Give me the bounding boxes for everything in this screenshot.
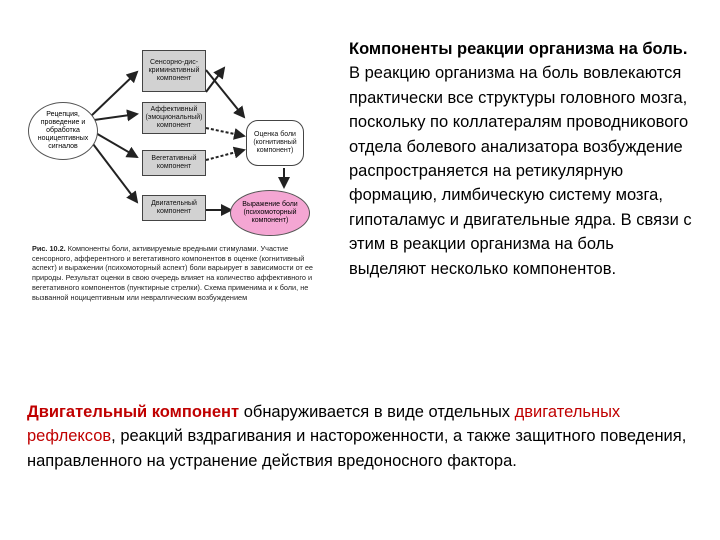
box-affective: Аффективный (эмоциональный) компонент bbox=[142, 102, 206, 134]
box-evaluation: Оценка боли (когнитивный компонент) bbox=[246, 120, 304, 166]
expression-ellipse: Выражение боли (психомоторный компонент) bbox=[230, 190, 310, 236]
box-vegetative: Вегетативный компонент bbox=[142, 150, 206, 176]
figure-caption bbox=[32, 244, 316, 302]
pain-components-figure bbox=[24, 32, 316, 362]
bottom-text-part2: , реакций вздрагивания и настороженности, а также защитного поведения, направленного на устранение действия вредоносного фактора. bbox=[27, 427, 687, 470]
bottom-text-part1: обнаруживается в виде отдельных bbox=[239, 403, 515, 421]
box-sensory: Сенсорно-дис-криминативный компонент bbox=[142, 50, 206, 92]
figure-caption-text: Компоненты боли, активируемые вредными стимулами. Участие сенсорного, афферентного и вегетативного компонентов в оценке (когнитивный аспект) и выражении (психомоторный аспект) боли варьирует в зависимости от ее природы. Результат оценки в свою очередь влияет на количество аффективного и вегетативного компонентов (пунктирные стрелки). Схема применима и к боли, не вызванной ноцицептивным или невралгическим возбуждением bbox=[32, 244, 313, 302]
box-motor: Двигательный компонент bbox=[142, 195, 206, 221]
section-title: Компоненты реакции организма на боль. bbox=[349, 40, 688, 58]
reception-blob: Рецепция, проведение и обработка ноцицептивных сигналов bbox=[28, 102, 98, 160]
motor-component-term: Двигательный компонент bbox=[27, 403, 240, 421]
figure-caption-label: Рис. 10.2. bbox=[32, 244, 66, 253]
bottom-text-block bbox=[27, 400, 697, 473]
right-text-block bbox=[349, 37, 694, 281]
motor-reflexes-term: двигательных рефлексов bbox=[27, 403, 621, 446]
section-body: В реакцию организма на боль вовлекаются практически все структуры головного мозга, поскольку по коллатералям проводникового отдела болевого анализатора возбуждение распространяется на ретикулярную формацию, лимбическую систему мозга, гипоталамус и двигательные ядра. В связи с этим в реакции организма на боль выделяют несколько компонентов. bbox=[349, 64, 692, 278]
